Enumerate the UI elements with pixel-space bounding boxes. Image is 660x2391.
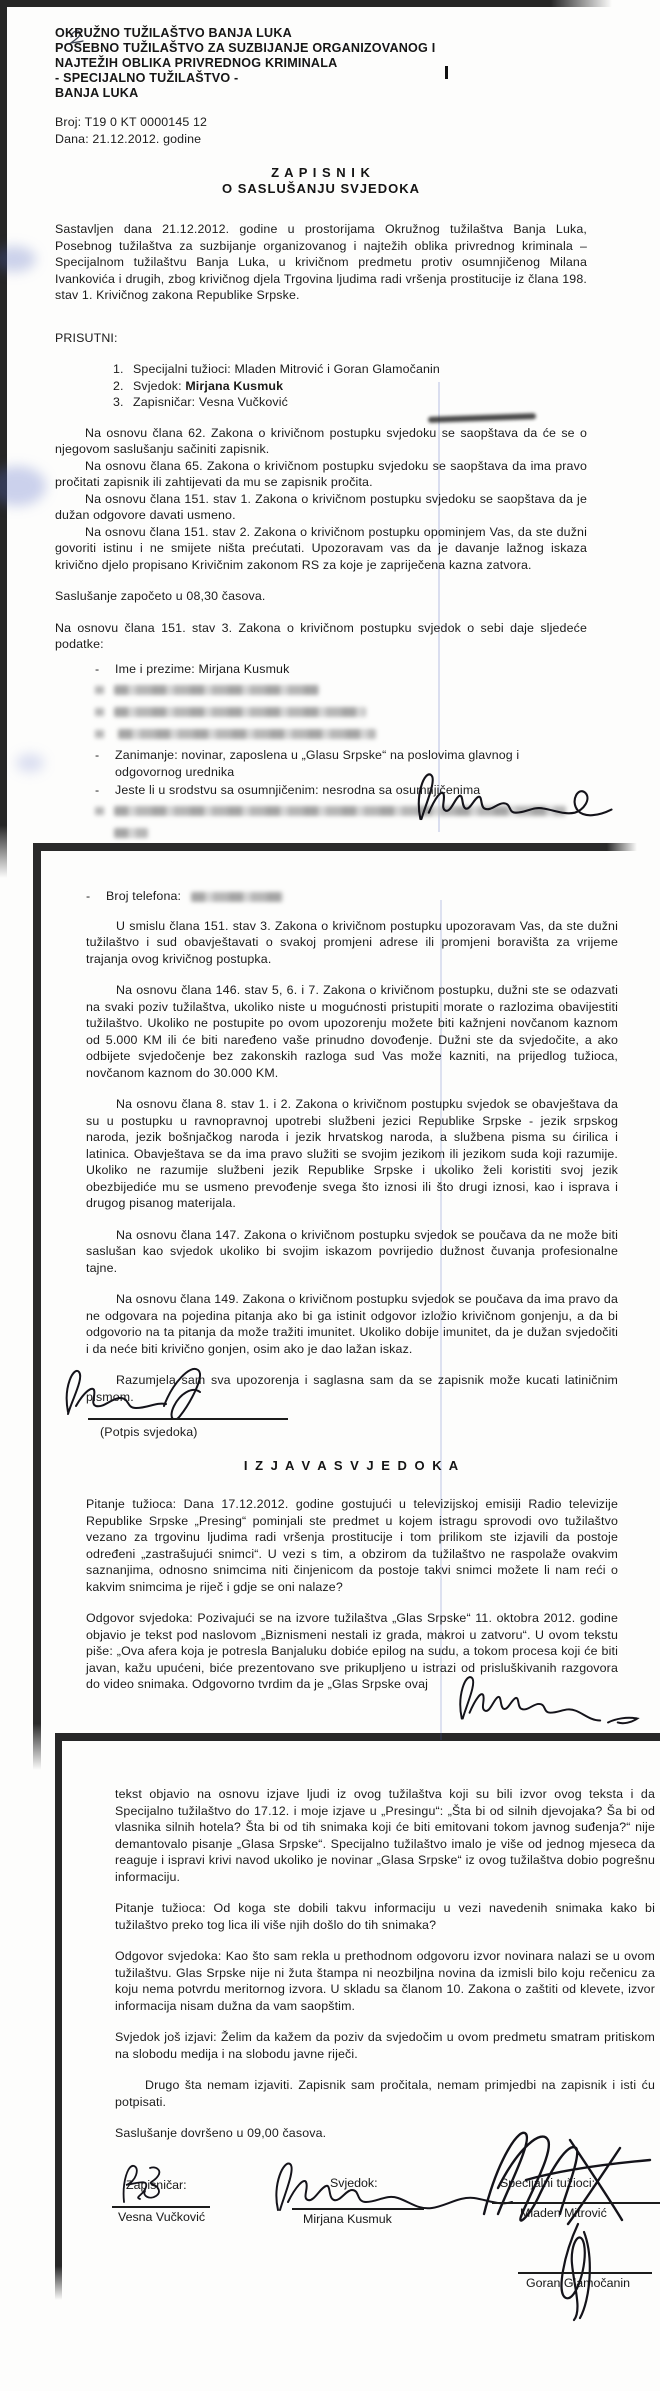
kinship-line: Jeste li u srodstvu sa osumnjičenim: nesrodna sa osumnjičenima bbox=[115, 783, 481, 797]
phone-label: Broj telefona: bbox=[106, 889, 182, 903]
statement-title: I Z J A V A S V J E D O K A bbox=[243, 1458, 461, 1473]
redacted-row bbox=[95, 681, 587, 699]
signature-caption: (Potpis svjedoka) bbox=[100, 1425, 198, 1439]
present-item-text: Specijalni tužioci: Mladen Mitrović i Goran Glamočanin bbox=[133, 362, 440, 376]
redacted-dash bbox=[95, 686, 104, 694]
office-name-line: POSEBNO TUŽILAŠTVO ZA SUZBIJANJE ORGANIZOVANOG I bbox=[55, 41, 436, 55]
witness-answer-2: Odgovor svjedoka: Kao što sam rekla u prethodnom odgovoru izvor novinara nalazi se u ovom tužilaštvu. Glas Srpske nije ni žuta štampa ni neozbiljna novina da izmisli bilo koju rečenicu za koju nema potvrdu meritornog izvora. U skladu sa članom 10. Zakona o zaštiti od klevete, izvor informacija nisam dužna da vam saopštim. bbox=[115, 1949, 655, 2013]
bullet-dash: - bbox=[95, 783, 100, 797]
present-item bbox=[113, 394, 587, 411]
present-label: PRISUTNI: bbox=[55, 330, 118, 345]
bullet-dash: - bbox=[95, 748, 100, 762]
page2-scan-border-top bbox=[33, 843, 637, 851]
blue-smudge bbox=[0, 466, 46, 506]
office-name-line: BANJA LUKA bbox=[55, 86, 139, 100]
witness-answer-1: Odgovor svjedoka: Pozivajući se na izvore tužilaštva „Glas Srpske“ 11. oktobra 2012. godine objavio je tekst pod naslovom „Biznismeni nestali iz grada, makroi u zatvoru“. U ovom tekstu piše: „Ova afera koja je potresla Banjaluku dobiće epilog na sudu, a tokom procesa koji će biti javan, kažu upućeni, biće prezentovano sve prikupljeno u istrazi od prisluškivanih razgovora do video snimaka. Odgovorno tvrdim da je „Glas Srpske ovaj bbox=[86, 1611, 618, 1691]
witness-signature bbox=[452, 1668, 647, 1734]
witness-name: Mirjana Kusmuk bbox=[303, 2212, 392, 2226]
page-2-statement bbox=[86, 1458, 618, 1693]
legal-notice-147: Na osnovu člana 147. Zakona o krivičnom postupku svjedok se poučava da ne može biti saslušan kao svjedok ukoliko bi svojim iskazom povrijedio dužnost čuvanja profesionalne tajne. bbox=[86, 1227, 618, 1275]
page3-scan-border-left bbox=[55, 1733, 62, 2300]
phone-row bbox=[86, 888, 618, 905]
case-number: Broj: T19 0 KT 0000145 12 bbox=[55, 115, 208, 129]
legal-notice-8: Na osnovu člana 8. stav 1. i 2. Zakona o krivičnom postupku svjedok se obavještava da su u postupku u ravnopravnoj upotrebi službeni jezici Republike Srpske - jezik srpskog naroda, jezik bošnjačkog naroda i jezik hrvatskog naroda, a službena pisma su ćirilica i latinica. Obavještava se da ima pravo služiti se svojim jezikom ili jezikom suda koji razumije. Ukoliko ne razumije službeni jezik Republike Srpske i ukoliko želi koristiti svoj jezik obezbijediće mu se usmeno prevođenje svega što iznosi ili što drugi iznosi, kao i isprava i drugog pisanog materijala. bbox=[86, 1097, 618, 1210]
witness-signature bbox=[60, 1362, 250, 1420]
recorder-label: Zapisničar: bbox=[126, 2178, 187, 2192]
bullet-dash: - bbox=[95, 661, 100, 676]
recorder-name: Vesna Vučković bbox=[118, 2210, 206, 2224]
intro-paragraph: Sastavljen dana 21.12.2012. godine u prostorijama Okružnog tužilaštva Banja Luka, Posebnog tužilaštva za suzbijanje organizovanog i najtežih oblika privrednog kriminala – Specijalnom tužilaštvu Banja Luka, u krivičnom predmetu protiv osumnjičenog Milana Ivankovića i drugih, zbog krivičnog djela Trgovina ljudima radi vršenja prostitucije iz člana 198. stav 1. Krivičnog zakona Republike Srpske. bbox=[55, 222, 587, 302]
prosecutor-1-name: Mladen Mitrović bbox=[520, 2206, 607, 2220]
legal-notice-146: Na osnovu člana 146. stav 5, 6. i 7. Zakona o krivičnom postupku, dužni ste se odazvati na svaki poziv tužilaštva, ukoliko niste u mogućnosti pristupiti morate o razlozima obavijestiti tužilaštvo. Ukoliko ne postupite po ovom upozorenju možete biti kažnjeni novčanom kaznom od 5.000 KM ili će biti naređeno vaše prinudno dovođenje. Dužni ste da svjedočite, a ako odbijete svjedočenje bez zakonskih razloga sud Vas može kazniti, na prijedlog tužioca, novčanom kaznom do 30.000 KM. bbox=[86, 983, 618, 1080]
consent-statement: Razumjela sam sva upozorenja i saglasna sam da se zapisnik može kucati latiničnim pismom. bbox=[86, 1373, 618, 1404]
witness-label: Svjedok: bbox=[330, 2176, 378, 2190]
record-subtitle: O SASLUŠANJU SVJEDOKA bbox=[222, 181, 420, 196]
page1-scan-border-left bbox=[0, 0, 7, 878]
witness-signature bbox=[412, 762, 622, 834]
witness-answer-1-continued: tekst objavio na osnovu izjave ljudi iz ovog tužilaštva koji su bili izvor ovog teksta i da Specijalno tužilaštvo do 17.12. i moje izjave u „Presingu“: „Šta bi od silnih djevojaka? Ša bi od vlasnika silnih hotela? Šta bi od tih snimaka koji će biti emitovani tokom javnog suđenja?“ nije demantovalo pisanje „Glasa Srpske“. Specijalno tužilaštvo imalo je više od jednog mjeseca da reaguje i ispravi krivi navod ukoliko je novinar „Glasa Srpske“ iz ovog tužilaštva dobio pogrešnu informaciju. bbox=[115, 1787, 655, 1884]
signature-line bbox=[88, 1418, 288, 1420]
page1-scan-border-top bbox=[0, 0, 612, 7]
page3-scan-border-top bbox=[55, 1733, 660, 1741]
record-title: Z A P I S N I K bbox=[271, 165, 371, 180]
page-2 bbox=[86, 888, 618, 1405]
prosecutor-question-2: Pitanje tužioca: Od koga ste dobili takvu informaciju u vezi navedenih snimaka kako bi tužilaštvo preko tog lica ili više njih došlo do tih snimaka? bbox=[115, 1901, 655, 1932]
prosecutor-question-1: Pitanje tužioca: Dana 17.12.2012. godine gostujući u televizijskoj emisiji Radio televizije Republike Srpske „Presing“ pominjali ste predmet u kojem istragu sprovodi ovo tužilaštvo vezano za trgovinu ljudima radi vršenja prostitucije i tom prilikom ste izjavili da postoje određeni „zastrašujući snimci“. U vezi s tim, a obzirom da tužilaštvo ne raspolaže ovakvim saznanjima, odnosno snimcima niti činjenicom da postoje takvi snimci možete li nam reći o kakvim snimcima je riječ i gdje se oni nalaze? bbox=[86, 1497, 618, 1594]
office-name-line: OKRUŽNO TUŽILAŠTVO BANJA LUKA bbox=[55, 26, 292, 40]
redacted-text bbox=[114, 707, 366, 717]
signature-line bbox=[292, 2208, 424, 2210]
page-3 bbox=[115, 1786, 655, 2142]
redacted-dash bbox=[95, 807, 104, 815]
signature-line bbox=[518, 2272, 652, 2274]
redacted-dash bbox=[95, 730, 104, 738]
occupation-line: Zanimanje: novinar, zaposlena u „Glasu Srpske“ na poslovima glavnog i odgovornog urednika bbox=[115, 748, 520, 779]
legal-notice-151-1: Na osnovu člana 151. stav 1. Zakona o krivičnom postupku svjedoku se saopštava da je dužan odgovore davati usmeno. bbox=[55, 491, 587, 522]
present-item bbox=[113, 378, 587, 395]
list-number: 2. bbox=[113, 378, 124, 393]
present-item-text bbox=[133, 378, 283, 395]
list-item bbox=[95, 661, 587, 678]
signature-line bbox=[492, 2202, 660, 2204]
signature-line bbox=[112, 2206, 210, 2208]
witness-fullname-line: Ime i prezime: Mirjana Kusmuk bbox=[115, 661, 290, 676]
blue-smudge bbox=[16, 754, 44, 772]
blue-smudge bbox=[0, 246, 36, 272]
legal-notice-149: Na osnovu člana 149. Zakona o krivičnom postupku svjedok se poučava da ima pravo da ne odgovara na pojedina pitanja ako bi ga istinit odgovor izložio krivičnom gonjenju, a da bi odgovorio na ta pitanja da može tražiti imunitet. Ukoliko dobije imunitet, da je dužan svjedočiti i da neće biti krivično gonjen, osim ako je dao lažan iskaz. bbox=[86, 1292, 618, 1356]
redacted-text bbox=[114, 828, 148, 838]
prosecutor-2-name: Goran Glamočanin bbox=[526, 2276, 630, 2290]
page-1 bbox=[55, 26, 587, 843]
session-finished: Saslušanje dovršeno u 09,00 časova. bbox=[115, 2126, 327, 2140]
redacted-phone-number bbox=[191, 892, 283, 902]
legal-notice-151-2: Na osnovu člana 151. stav 2. Zakona o krivičnom postupku opominjem Vas, da ste dužni govoriti istinu i ne smijete ništa prećutati. Upozoravam vas da je davanje lažnog iskaza krivično djelo propisano Krivičnim zakonom RS za koje je zapriječena kazna zatvora. bbox=[55, 524, 587, 572]
bullet-dash: - bbox=[86, 889, 91, 903]
redacted-dash bbox=[95, 708, 104, 716]
present-item bbox=[113, 361, 587, 378]
record-date: Dana: 21.12.2012. godine bbox=[55, 131, 202, 146]
page2-scan-border-left bbox=[33, 843, 41, 1770]
list-number: 3. bbox=[113, 395, 124, 409]
personal-data-intro: Na osnovu člana 151. stav 3. Zakona o krivičnom postupku svjedok o sebi daje sljedeće podatke: bbox=[55, 620, 587, 651]
present-list bbox=[55, 361, 587, 411]
redacted-row bbox=[95, 725, 587, 743]
session-started: Saslušanje započeto u 08,30 časova. bbox=[55, 589, 266, 603]
witness-addition: Svjedok još izjavi: Želim da kažem da poziv da svjedočim u ovom predmetu smatram pritiskom na slobodu medija i na slobodu javne riječi. bbox=[115, 2030, 655, 2061]
legal-notice-151-3: U smislu člana 151. stav 3. Zakona o krivičnom postupku upozoravam Vas, da ste dužni tužilaštvo i sud obavještavati o svakoj promjeni adrese ili promjeni boravišta za vrijeme trajanja ovog krivičnog postupka. bbox=[86, 918, 618, 966]
office-name-line: - SPECIJALNO TUŽILAŠTVO - bbox=[55, 71, 239, 85]
legal-notice-65: Na osnovu člana 65. Zakona o krivičnom postupku svjedoku se saopštava da ima pravo pročitati zapisnik ili zahtijevati da mu se zapisnik pročita. bbox=[55, 458, 587, 489]
prosecutors-label: Specijalni tužioci: bbox=[500, 2176, 596, 2190]
witness-role-label: Svjedok: bbox=[133, 378, 186, 393]
redacted-text bbox=[114, 685, 319, 695]
legal-notice-62: Na osnovu člana 62. Zakona o krivičnom postupku svjedoku se saopštava da će se o njegovom saslušanju sačiniti zapisnik. bbox=[55, 425, 587, 456]
witness-name: Mirjana Kusmuk bbox=[185, 378, 284, 393]
present-item-text: Zapisničar: Vesna Vučković bbox=[133, 395, 288, 409]
redacted-row bbox=[95, 703, 587, 721]
redacted-text bbox=[118, 729, 376, 739]
office-name-line: NAJTEŽIH OBLIKA PRIVREDNOG KRIMINALA bbox=[55, 56, 338, 70]
closing-statement: Drugo šta nemam izjaviti. Zapisnik sam pročitala, nemam primjedbi na zapisnik i isti ću potpisati. bbox=[115, 2078, 655, 2109]
recorder-signature bbox=[112, 2158, 192, 2210]
list-number: 1. bbox=[113, 362, 124, 376]
